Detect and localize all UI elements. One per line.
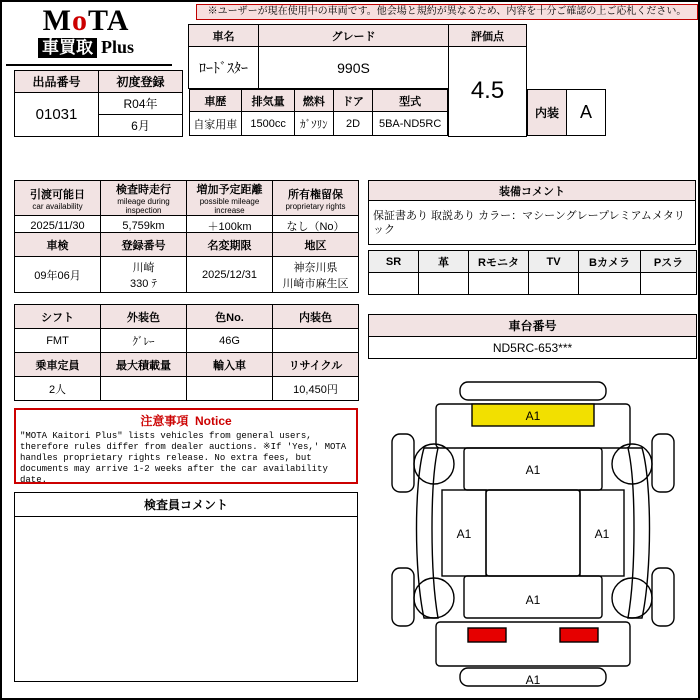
import-header: 輸入車 (187, 353, 273, 377)
max-load-value (101, 377, 187, 401)
recycle-header: リサイクル (273, 353, 359, 377)
car-history-header: 車歴 (189, 90, 242, 112)
grade-value: 990S (259, 47, 449, 89)
exterior-color-value: ｸﾞﾚｰ (101, 329, 187, 353)
shift-value: FMT (15, 329, 101, 353)
door-header: ドア (333, 90, 373, 112)
availability-header: 引渡可能日 car availability (15, 181, 101, 216)
notice-title: 注意事項 Notice (140, 414, 232, 428)
interior-color-value (273, 329, 359, 353)
capacity-header: 乗車定員 (15, 353, 101, 377)
option-rmonitor-header: Rモニタ (469, 251, 529, 273)
equipment-comment-table (368, 180, 696, 245)
car-history-value: 自家用車 (189, 112, 242, 136)
registration-year: R04年 (99, 93, 183, 115)
proprietary-rights-header: 所有権留保 proprietary rights (273, 181, 359, 216)
grade-header: グレード (259, 25, 449, 47)
interior-grade-header: 内装 (528, 89, 567, 135)
registration-month: 6月 (99, 115, 183, 137)
option-tv-value (529, 273, 579, 295)
score-value: 4.5 (449, 47, 527, 137)
availability-date-value: 2025/11/30 (15, 216, 101, 236)
door-value: 2D (333, 112, 373, 136)
car-name-header: 車名 (189, 25, 259, 47)
spec-table (14, 304, 359, 401)
inspector-comment-title: 検査員コメント (15, 493, 357, 517)
lot-registration-table (14, 70, 183, 137)
vin-header: 車台番号 (369, 315, 697, 337)
mileage-increase-value: ＋100km (187, 216, 273, 236)
diagram-mark-front: A1 (525, 409, 541, 423)
diagram-mark-right-door: A1 (594, 527, 610, 541)
mileage-value: 5,759km (101, 216, 187, 236)
option-pslide-header: Pスラ (641, 251, 697, 273)
availability-table (14, 180, 359, 236)
area-value: 神奈川県 川崎市麻生区 (273, 257, 359, 293)
diagram-mark-rear-deck: A1 (525, 593, 541, 607)
proprietary-rights-value: なし（No） (273, 216, 359, 236)
max-load-header: 最大積載量 (101, 353, 187, 377)
vin-value: ND5RC-653*** (369, 337, 697, 359)
option-pslide-value (641, 273, 697, 295)
name-change-deadline-header: 名変期限 (187, 233, 273, 257)
model-code-value: 5BA-ND5RC (373, 112, 448, 136)
fuel-header: 燃料 (295, 90, 334, 112)
notice-body: "MOTA Kaitori Plus" lists vehicles from general users, therefore rules differ from dealer auctions. ※If 'Yes,' MOTA handles proprietary rights release. No extra fees, but documents may arrive 1-2 weeks after the car availability date. (20, 431, 347, 485)
interior-color-header: 内装色 (273, 305, 359, 329)
first-registration-header: 初度登録 (99, 71, 183, 93)
capacity-value: 2人 (15, 377, 101, 401)
option-bcamera-header: Bカメラ (579, 251, 641, 273)
diagram-mark-rear-bumper: A1 (525, 673, 541, 687)
vehicle-damage-diagram (368, 372, 696, 690)
notice-box (14, 408, 358, 484)
option-leather-value (419, 273, 469, 295)
score-header: 評価点 (449, 25, 527, 47)
mota-logo (6, 6, 176, 62)
top-notice-banner: ※ユーザーが現在使用中の車両です。他会場と規約が異なるため、内容を十分ご確認の上ご応札ください。 (196, 4, 698, 20)
equipment-comment-header: 装備コメント (369, 181, 696, 201)
equipment-comment-body: 保証書あり 取説あり カラー：マシーングレープレミアムメタリック (369, 201, 696, 245)
inspector-comment-body (15, 517, 357, 523)
option-rmonitor-value (469, 273, 529, 295)
color-number-value: 46G (187, 329, 273, 353)
model-code-header: 型式 (373, 90, 448, 112)
recycle-value: 10,450円 (273, 377, 359, 401)
diagram-mark-left-door: A1 (456, 527, 472, 541)
mileage-increase-header: 増加予定距離 possible mileage increase (187, 181, 273, 216)
lot-number-header: 出品番号 (15, 71, 99, 93)
name-change-deadline-value: 2025/12/31 (187, 257, 273, 293)
shaken-header: 車検 (15, 233, 101, 257)
lot-number-value: 01031 (15, 93, 99, 137)
displacement-value: 1500cc (242, 112, 295, 136)
option-leather-header: 革 (419, 251, 469, 273)
interior-grade-value: A (567, 89, 606, 135)
exterior-color-header: 外装色 (101, 305, 187, 329)
inspector-comment-box (14, 492, 358, 682)
logo-mota-text: MoTA (42, 4, 130, 37)
shaken-value: 09年06月 (15, 257, 101, 293)
mileage-header: 検査時走行 mileage during inspection (101, 181, 187, 216)
car-name-value: ﾛｰﾄﾞｽﾀｰ (189, 47, 259, 89)
diagram-mark-hood: A1 (525, 463, 541, 477)
vin-table (368, 314, 697, 359)
option-bcamera-value (579, 273, 641, 295)
shaken-table (14, 232, 359, 293)
import-value (187, 377, 273, 401)
car-info-table (188, 24, 607, 137)
plate-number-header: 登録番号 (101, 233, 187, 257)
logo-plus-text: Plus (100, 37, 134, 57)
option-tv-header: TV (529, 251, 579, 273)
option-sr-header: SR (369, 251, 419, 273)
options-table (368, 250, 697, 295)
color-number-header: 色No. (187, 305, 273, 329)
logo-divider (6, 64, 172, 66)
plate-number-value: 川崎 330 ﾃ (101, 257, 187, 293)
area-header: 地区 (273, 233, 359, 257)
displacement-header: 排気量 (242, 90, 295, 112)
logo-kaitori-text: 車買取 (38, 38, 97, 58)
fuel-value: ｶﾞｿﾘﾝ (295, 112, 334, 136)
shift-header: シフト (15, 305, 101, 329)
option-sr-value (369, 273, 419, 295)
